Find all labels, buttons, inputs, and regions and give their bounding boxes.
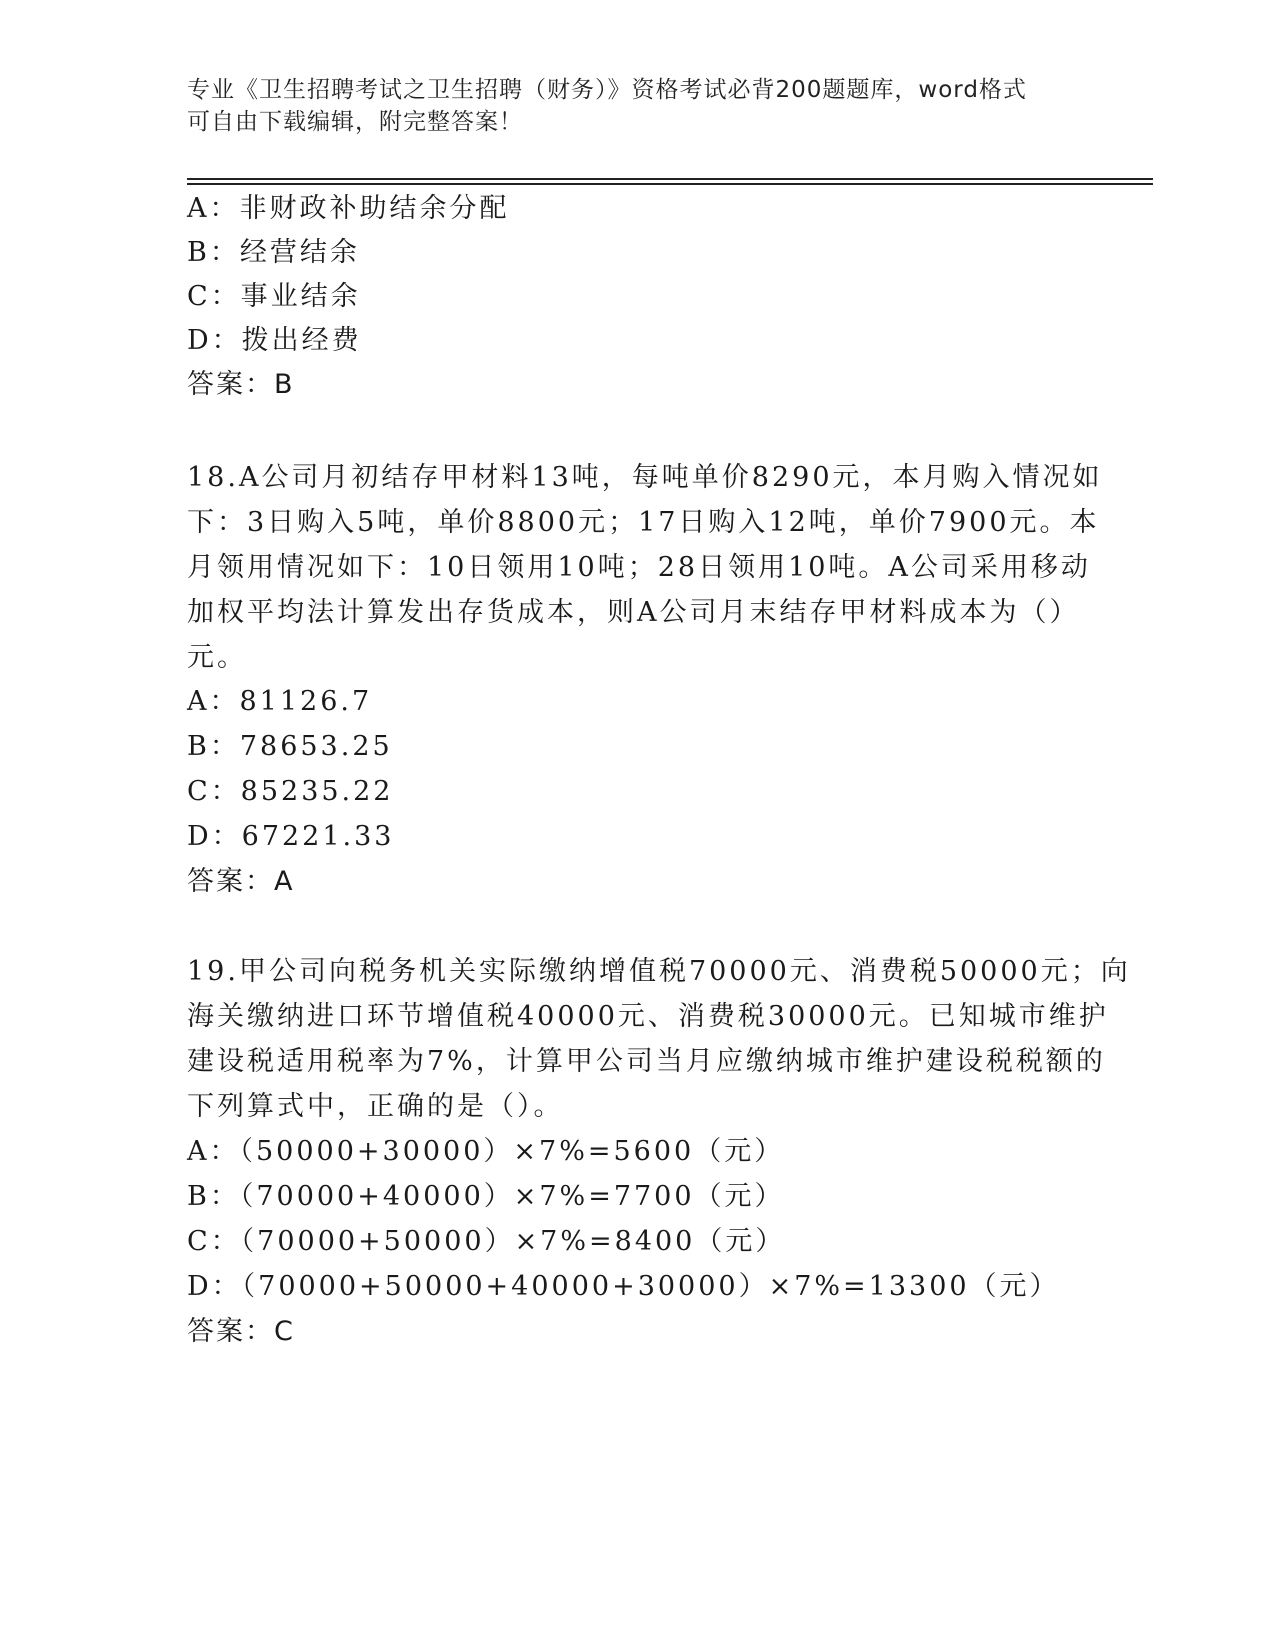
q19-stem-line-4: 下列算式中，正确的是（）。 — [187, 1091, 564, 1122]
q18-answer: 答案：A — [187, 866, 295, 897]
q19-option-b: B：（70000+40000）×7%=7700（元） — [187, 1181, 785, 1212]
q18-option-b: B：78653.25 — [187, 731, 393, 762]
q17-option-b: B：经营结余 — [187, 237, 360, 268]
header-line-1: 专业《卫生招聘考试之卫生招聘（财务）》资格考试必背200题题库，word格式 — [187, 77, 1027, 103]
q19-option-d: D：（70000+50000+40000+30000）×7%=13300（元） — [187, 1271, 1060, 1302]
q18-stem-line-1: 18.A公司月初结存甲材料13吨，每吨单价8290元，本月购入情况如 — [187, 462, 1103, 493]
header-line-2: 可自由下载编辑，附完整答案！ — [187, 109, 523, 135]
q18-stem-line-5: 元。 — [187, 642, 247, 673]
q19-option-c: C：（70000+50000）×7%=8400（元） — [187, 1226, 786, 1257]
q17-option-a: A：非财政补助结余分配 — [187, 193, 510, 224]
q18-stem-line-3: 月领用情况如下：10日领用10吨；28日领用10吨。A公司采用移动 — [187, 552, 1091, 583]
document-header — [187, 74, 1067, 138]
q17-answer: 答案：B — [187, 369, 295, 400]
q18-option-d: D：67221.33 — [187, 821, 395, 852]
q18-option-c: C：85235.22 — [187, 776, 394, 807]
header-divider-bottom — [187, 183, 1153, 185]
q18-option-a: A：81126.7 — [187, 686, 373, 717]
q18-stem-line-2: 下：3日购入5吨，单价8800元；17日购入12吨，单价7900元。本 — [187, 507, 1100, 538]
header-divider-top — [187, 178, 1153, 180]
q19-option-a: A：（50000+30000）×7%=5600（元） — [187, 1136, 785, 1167]
q17-option-d: D：拨出经费 — [187, 325, 362, 356]
q19-stem-line-3: 建设税适用税率为7%，计算甲公司当月应缴纳城市维护建设税税额的 — [187, 1046, 1106, 1077]
q19-stem-line-1: 19.甲公司向税务机关实际缴纳增值税70000元、消费税50000元；向 — [187, 956, 1131, 987]
q17-option-c: C：事业结余 — [187, 281, 361, 312]
q19-stem-line-2: 海关缴纳进口环节增值税40000元、消费税30000元。已知城市维护 — [187, 1001, 1109, 1032]
q18-stem-line-4: 加权平均法计算发出存货成本，则A公司月末结存甲材料成本为（） — [187, 597, 1080, 628]
q19-answer: 答案：C — [187, 1316, 295, 1347]
